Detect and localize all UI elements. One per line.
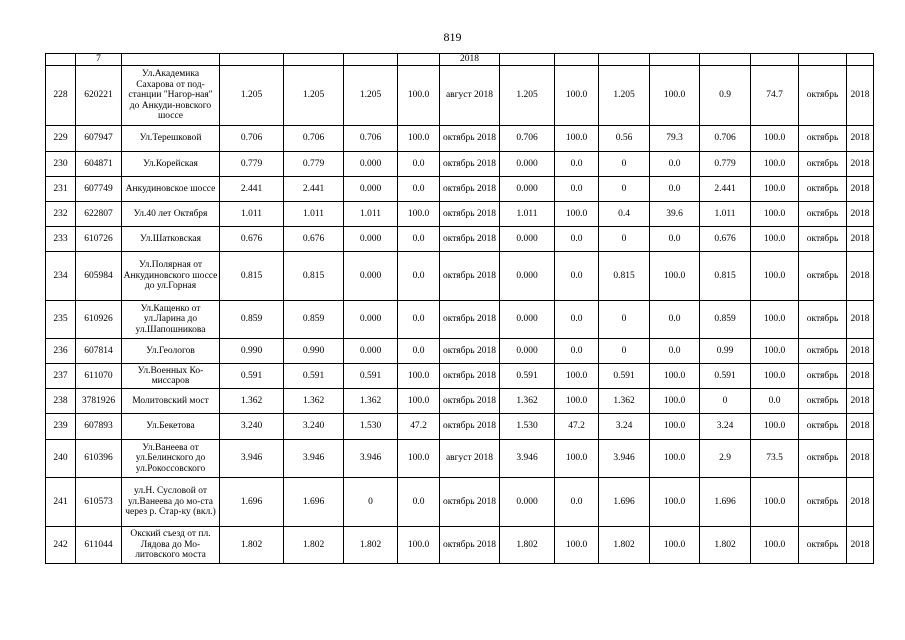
cell-plan-date: октябрь 2018 [440, 389, 500, 414]
cell-percent-stage2: 0.0 [650, 152, 700, 177]
cell-row-number: 229 [46, 126, 76, 152]
cell-year: 2018 [847, 414, 874, 440]
cell-length-total: 1.802 [220, 527, 284, 564]
cell-length-stage3: 2.441 [700, 177, 751, 202]
cell-road-code: 610926 [76, 301, 122, 339]
cell-row-number: 231 [46, 177, 76, 202]
cell-month: октябрь [799, 301, 847, 339]
cell-row-number: 236 [46, 339, 76, 364]
cell-percent-fact: 100.0 [555, 202, 599, 227]
cell-percent-fact: 0.0 [555, 339, 599, 364]
cell-row-number: 237 [46, 364, 76, 389]
cell-percent-stage3: 100.0 [751, 126, 799, 152]
cell-length-plan: 0.815 [284, 252, 344, 301]
header-cell-plan-date: 2018 [440, 54, 500, 66]
header-cell-row-number [46, 54, 76, 66]
cell-road-name: Окский съезд от пл. Лядова до Мо-литовского моста [122, 527, 220, 564]
cell-length-done: 0 [344, 478, 398, 527]
header-cell-length-fact [500, 54, 555, 66]
cell-length-stage3: 1.011 [700, 202, 751, 227]
cell-length-done: 1.530 [344, 414, 398, 440]
cell-percent-done: 0.0 [398, 252, 440, 301]
cell-percent-stage3: 100.0 [751, 252, 799, 301]
page-number: 819 [443, 30, 462, 44]
header-cell-percent-stage3 [751, 54, 799, 66]
cell-percent-stage3: 100.0 [751, 301, 799, 339]
cell-month: октябрь [799, 202, 847, 227]
cell-length-fact: 1.362 [500, 389, 555, 414]
cell-year: 2018 [847, 177, 874, 202]
cell-road-code: 610396 [76, 440, 122, 478]
cell-percent-stage3: 100.0 [751, 339, 799, 364]
cell-row-number: 235 [46, 301, 76, 339]
cell-road-code: 611070 [76, 364, 122, 389]
cell-percent-done: 0.0 [398, 177, 440, 202]
cell-year: 2018 [847, 389, 874, 414]
report-table [45, 53, 874, 564]
cell-percent-fact: 100.0 [555, 440, 599, 478]
cell-percent-stage2: 100.0 [650, 364, 700, 389]
cell-month: октябрь [799, 177, 847, 202]
cell-length-done: 1.011 [344, 202, 398, 227]
cell-percent-fact: 100.0 [555, 527, 599, 564]
cell-length-total: 1.011 [220, 202, 284, 227]
header-cell-year [847, 54, 874, 66]
cell-length-stage3: 0.706 [700, 126, 751, 152]
cell-year: 2018 [847, 364, 874, 389]
cell-row-number: 228 [46, 66, 76, 126]
cell-month: октябрь [799, 440, 847, 478]
cell-length-done: 0.000 [344, 177, 398, 202]
cell-length-total: 0.859 [220, 301, 284, 339]
cell-length-plan: 1.011 [284, 202, 344, 227]
cell-length-fact: 0.000 [500, 252, 555, 301]
cell-length-fact: 0.591 [500, 364, 555, 389]
cell-plan-date: октябрь 2018 [440, 227, 500, 252]
cell-percent-fact: 100.0 [555, 364, 599, 389]
cell-length-stage2: 1.362 [599, 389, 650, 414]
cell-length-done: 0.000 [344, 152, 398, 177]
cell-percent-stage2: 100.0 [650, 440, 700, 478]
header-cell-month [799, 54, 847, 66]
cell-plan-date: октябрь 2018 [440, 478, 500, 527]
cell-month: октябрь [799, 227, 847, 252]
cell-length-total: 0.779 [220, 152, 284, 177]
cell-road-code: 611044 [76, 527, 122, 564]
cell-percent-stage2: 100.0 [650, 66, 700, 126]
cell-length-fact: 1.205 [500, 66, 555, 126]
cell-length-stage3: 0.9 [700, 66, 751, 126]
cell-row-number: 230 [46, 152, 76, 177]
cell-year: 2018 [847, 478, 874, 527]
cell-length-total: 1.696 [220, 478, 284, 527]
cell-length-fact: 1.802 [500, 527, 555, 564]
cell-year: 2018 [847, 126, 874, 152]
cell-length-plan: 3.946 [284, 440, 344, 478]
cell-length-plan: 0.859 [284, 301, 344, 339]
cell-percent-stage3: 100.0 [751, 478, 799, 527]
cell-length-total: 0.676 [220, 227, 284, 252]
cell-percent-stage2: 100.0 [650, 389, 700, 414]
cell-percent-done: 0.0 [398, 478, 440, 527]
cell-percent-fact: 0.0 [555, 177, 599, 202]
cell-length-done: 0.000 [344, 339, 398, 364]
cell-plan-date: октябрь 2018 [440, 527, 500, 564]
header-cell-percent-done [398, 54, 440, 66]
header-cell-road-name [122, 54, 220, 66]
cell-month: октябрь [799, 339, 847, 364]
table-row [46, 478, 874, 527]
cell-length-fact: 0.000 [500, 301, 555, 339]
cell-road-code: 620221 [76, 66, 122, 126]
cell-length-total: 0.591 [220, 364, 284, 389]
header-cell-length-stage2 [599, 54, 650, 66]
cell-road-code: 610726 [76, 227, 122, 252]
cell-road-code: 622807 [76, 202, 122, 227]
cell-length-fact: 0.000 [500, 227, 555, 252]
cell-percent-stage2: 39.6 [650, 202, 700, 227]
cell-row-number: 240 [46, 440, 76, 478]
header-cell-length-done [344, 54, 398, 66]
cell-road-name: Ул.Корейская [122, 152, 220, 177]
cell-month: октябрь [799, 364, 847, 389]
header-cell-length-stage3 [700, 54, 751, 66]
cell-length-stage2: 0 [599, 339, 650, 364]
table-row [46, 66, 874, 126]
cell-percent-stage3: 100.0 [751, 202, 799, 227]
cell-year: 2018 [847, 252, 874, 301]
cell-month: октябрь [799, 252, 847, 301]
cell-percent-fact: 0.0 [555, 227, 599, 252]
cell-year: 2018 [847, 152, 874, 177]
cell-row-number: 234 [46, 252, 76, 301]
cell-length-stage3: 1.802 [700, 527, 751, 564]
cell-month: октябрь [799, 478, 847, 527]
cell-length-done: 0.706 [344, 126, 398, 152]
cell-road-name: Ул.Военных Ко-миссаров [122, 364, 220, 389]
cell-length-done: 1.802 [344, 527, 398, 564]
cell-road-name: Ул.Кащенко от ул.Ларина до ул.Шапошникова [122, 301, 220, 339]
cell-length-plan: 2.441 [284, 177, 344, 202]
cell-row-number: 242 [46, 527, 76, 564]
cell-percent-stage2: 0.0 [650, 301, 700, 339]
cell-percent-stage3: 73.5 [751, 440, 799, 478]
cell-road-name: ул.Н. Сусловой от ул.Ванеева до мо-ста через р. Стар-ку (вкл.) [122, 478, 220, 527]
cell-length-fact: 3.946 [500, 440, 555, 478]
cell-percent-stage2: 0.0 [650, 339, 700, 364]
cell-length-done: 3.946 [344, 440, 398, 478]
cell-percent-done: 0.0 [398, 301, 440, 339]
cell-length-done: 0.000 [344, 252, 398, 301]
cell-plan-date: август 2018 [440, 440, 500, 478]
cell-percent-fact: 47.2 [555, 414, 599, 440]
cell-percent-done: 100.0 [398, 389, 440, 414]
cell-percent-done: 100.0 [398, 364, 440, 389]
table-row [46, 527, 874, 564]
cell-length-stage3: 0.99 [700, 339, 751, 364]
cell-length-plan: 0.706 [284, 126, 344, 152]
cell-length-fact: 0.706 [500, 126, 555, 152]
cell-road-name: Ул.Бекетова [122, 414, 220, 440]
cell-length-fact: 0.000 [500, 177, 555, 202]
cell-road-name: Ул.Терешковой [122, 126, 220, 152]
table-row [46, 364, 874, 389]
cell-length-done: 0.591 [344, 364, 398, 389]
cell-percent-stage3: 100.0 [751, 227, 799, 252]
cell-percent-stage3: 100.0 [751, 527, 799, 564]
cell-length-plan: 1.802 [284, 527, 344, 564]
cell-length-total: 0.990 [220, 339, 284, 364]
cell-road-code: 3781926 [76, 389, 122, 414]
cell-road-name: Молитовский мост [122, 389, 220, 414]
cell-percent-done: 0.0 [398, 227, 440, 252]
cell-length-stage2: 1.696 [599, 478, 650, 527]
cell-length-stage2: 0 [599, 301, 650, 339]
cell-plan-date: октябрь 2018 [440, 202, 500, 227]
cell-row-number: 232 [46, 202, 76, 227]
cell-length-plan: 0.676 [284, 227, 344, 252]
cell-length-stage2: 0 [599, 152, 650, 177]
cell-length-done: 1.205 [344, 66, 398, 126]
cell-percent-stage2: 100.0 [650, 252, 700, 301]
cell-road-code: 610573 [76, 478, 122, 527]
cell-road-name: Ул.Ванеева от ул.Белинского до ул.Рокоссовского [122, 440, 220, 478]
cell-length-stage2: 3.24 [599, 414, 650, 440]
cell-percent-stage2: 0.0 [650, 227, 700, 252]
table-header-row [46, 54, 874, 66]
cell-plan-date: октябрь 2018 [440, 414, 500, 440]
cell-percent-done: 100.0 [398, 527, 440, 564]
cell-length-stage3: 0 [700, 389, 751, 414]
cell-row-number: 241 [46, 478, 76, 527]
cell-plan-date: октябрь 2018 [440, 252, 500, 301]
cell-road-name: Ул.40 лет Октября [122, 202, 220, 227]
cell-road-code: 604871 [76, 152, 122, 177]
header-cell-percent-stage2 [650, 54, 700, 66]
table-row [46, 152, 874, 177]
table-row [46, 301, 874, 339]
header-cell-road-code: 7 [76, 54, 122, 66]
cell-percent-stage2: 0.0 [650, 177, 700, 202]
cell-length-stage2: 0.4 [599, 202, 650, 227]
cell-percent-stage3: 100.0 [751, 414, 799, 440]
cell-month: октябрь [799, 126, 847, 152]
cell-length-done: 0.000 [344, 227, 398, 252]
cell-percent-done: 100.0 [398, 440, 440, 478]
cell-year: 2018 [847, 66, 874, 126]
cell-road-code: 605984 [76, 252, 122, 301]
header-cell-length-total [220, 54, 284, 66]
cell-length-stage2: 0 [599, 227, 650, 252]
cell-road-code: 607947 [76, 126, 122, 152]
cell-length-fact: 1.530 [500, 414, 555, 440]
cell-length-stage3: 2.9 [700, 440, 751, 478]
cell-percent-stage3: 74.7 [751, 66, 799, 126]
cell-length-plan: 0.779 [284, 152, 344, 177]
cell-road-code: 607749 [76, 177, 122, 202]
cell-percent-done: 100.0 [398, 66, 440, 126]
cell-length-stage3: 0.676 [700, 227, 751, 252]
cell-percent-fact: 100.0 [555, 66, 599, 126]
table-row [46, 339, 874, 364]
cell-percent-fact: 0.0 [555, 252, 599, 301]
cell-road-name: Ул.Полярная от Анкудиновского шоссе до ул.Горная [122, 252, 220, 301]
cell-year: 2018 [847, 227, 874, 252]
cell-length-stage2: 1.205 [599, 66, 650, 126]
cell-row-number: 233 [46, 227, 76, 252]
cell-percent-stage3: 100.0 [751, 364, 799, 389]
cell-length-plan: 1.205 [284, 66, 344, 126]
cell-length-stage3: 0.815 [700, 252, 751, 301]
cell-length-fact: 0.000 [500, 339, 555, 364]
cell-percent-stage2: 79.3 [650, 126, 700, 152]
cell-length-stage2: 0.591 [599, 364, 650, 389]
cell-percent-stage3: 100.0 [751, 152, 799, 177]
cell-length-fact: 0.000 [500, 152, 555, 177]
cell-percent-done: 47.2 [398, 414, 440, 440]
cell-plan-date: октябрь 2018 [440, 339, 500, 364]
cell-month: октябрь [799, 414, 847, 440]
cell-length-fact: 0.000 [500, 478, 555, 527]
cell-year: 2018 [847, 527, 874, 564]
cell-year: 2018 [847, 339, 874, 364]
cell-length-plan: 0.591 [284, 364, 344, 389]
cell-percent-stage3: 0.0 [751, 389, 799, 414]
cell-plan-date: октябрь 2018 [440, 177, 500, 202]
cell-plan-date: октябрь 2018 [440, 301, 500, 339]
table-row [46, 227, 874, 252]
cell-road-name: Ул.Шатковская [122, 227, 220, 252]
cell-row-number: 238 [46, 389, 76, 414]
cell-length-stage2: 1.802 [599, 527, 650, 564]
table-row [46, 202, 874, 227]
cell-length-total: 3.240 [220, 414, 284, 440]
cell-month: октябрь [799, 527, 847, 564]
cell-length-plan: 3.240 [284, 414, 344, 440]
cell-percent-fact: 100.0 [555, 389, 599, 414]
table-row [46, 440, 874, 478]
cell-length-stage2: 0.56 [599, 126, 650, 152]
cell-percent-fact: 0.0 [555, 478, 599, 527]
cell-length-stage3: 0.779 [700, 152, 751, 177]
table-row [46, 177, 874, 202]
cell-road-code: 607814 [76, 339, 122, 364]
cell-month: октябрь [799, 152, 847, 177]
header-cell-length-plan [284, 54, 344, 66]
cell-length-total: 0.706 [220, 126, 284, 152]
cell-percent-done: 0.0 [398, 152, 440, 177]
cell-percent-stage2: 100.0 [650, 478, 700, 527]
cell-length-total: 1.362 [220, 389, 284, 414]
cell-length-stage2: 0 [599, 177, 650, 202]
cell-length-done: 1.362 [344, 389, 398, 414]
cell-length-plan: 0.990 [284, 339, 344, 364]
table-row [46, 414, 874, 440]
cell-road-name: Ул.Геологов [122, 339, 220, 364]
cell-length-stage3: 0.859 [700, 301, 751, 339]
table-row [46, 126, 874, 152]
cell-percent-stage2: 100.0 [650, 527, 700, 564]
cell-road-code: 607893 [76, 414, 122, 440]
cell-year: 2018 [847, 301, 874, 339]
cell-length-stage3: 3.24 [700, 414, 751, 440]
cell-percent-stage3: 100.0 [751, 177, 799, 202]
header-cell-percent-fact [555, 54, 599, 66]
cell-percent-done: 100.0 [398, 202, 440, 227]
cell-length-plan: 1.362 [284, 389, 344, 414]
cell-month: октябрь [799, 66, 847, 126]
cell-percent-fact: 0.0 [555, 152, 599, 177]
table-row [46, 252, 874, 301]
cell-length-plan: 1.696 [284, 478, 344, 527]
cell-length-total: 3.946 [220, 440, 284, 478]
cell-road-name: Ул.Академика Сахарова от под-станции "Нагор-ная" до Анкуди-новского шоссе [122, 66, 220, 126]
cell-percent-stage2: 100.0 [650, 414, 700, 440]
cell-length-stage3: 1.696 [700, 478, 751, 527]
table-row [46, 389, 874, 414]
cell-month: октябрь [799, 389, 847, 414]
cell-percent-fact: 100.0 [555, 126, 599, 152]
cell-percent-done: 100.0 [398, 126, 440, 152]
cell-plan-date: октябрь 2018 [440, 364, 500, 389]
cell-row-number: 239 [46, 414, 76, 440]
cell-year: 2018 [847, 202, 874, 227]
cell-length-total: 2.441 [220, 177, 284, 202]
cell-percent-done: 0.0 [398, 339, 440, 364]
cell-length-stage2: 0.815 [599, 252, 650, 301]
cell-length-total: 1.205 [220, 66, 284, 126]
cell-plan-date: октябрь 2018 [440, 126, 500, 152]
cell-length-stage3: 0.591 [700, 364, 751, 389]
cell-road-name: Анкудиновское шоссе [122, 177, 220, 202]
cell-length-fact: 1.011 [500, 202, 555, 227]
cell-percent-fact: 0.0 [555, 301, 599, 339]
cell-year: 2018 [847, 440, 874, 478]
cell-length-done: 0.000 [344, 301, 398, 339]
cell-length-stage2: 3.946 [599, 440, 650, 478]
cell-plan-date: октябрь 2018 [440, 152, 500, 177]
cell-plan-date: август 2018 [440, 66, 500, 126]
cell-length-total: 0.815 [220, 252, 284, 301]
